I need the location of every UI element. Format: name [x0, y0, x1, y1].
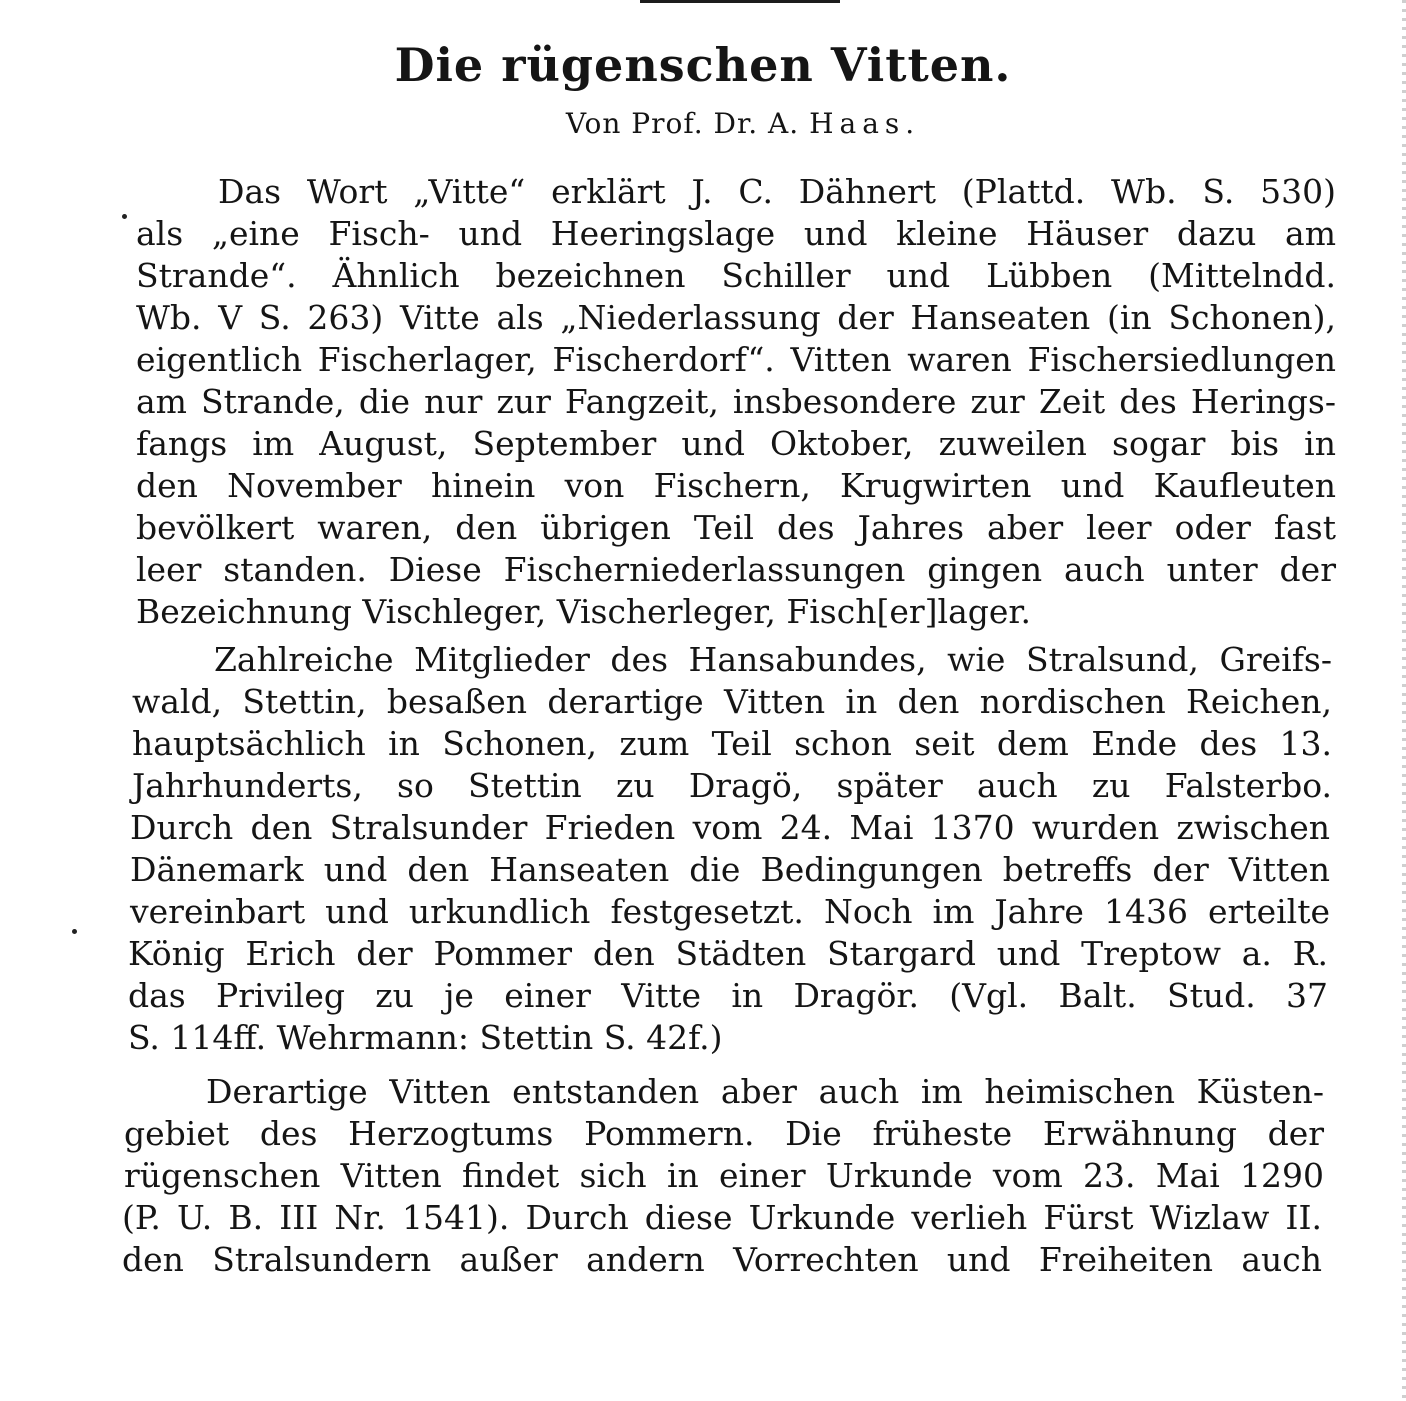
- text-line: Durch den Stralsunder Frieden vom 24. Mai 1370 wurden zwischen: [130, 808, 1330, 847]
- scan-speck: [72, 929, 77, 934]
- text-line: rügenschen Vitten findet sich in einer Urkunde vom 23. Mai 1290: [124, 1156, 1324, 1195]
- text-line: vereinbart und urkundlich festgesetzt. Noch im Jahre 1436 erteilte: [130, 892, 1330, 931]
- text-line: S. 114ff. Wehrmann: Stettin S. 42f.): [128, 1018, 723, 1057]
- page-edge: [1402, 0, 1406, 1401]
- text-line: Jahrhunderts, so Stettin zu Dragö, später auch zu Falsterbo.: [132, 766, 1332, 805]
- text-line: Das Wort „Vitte“ erklärt J. C. Dähnert (Plattd. Wb. S. 530): [218, 172, 1336, 211]
- text-line: den November hinein von Fischern, Krugwirten und Kaufleuten: [136, 466, 1336, 505]
- author-line: [0, 107, 1406, 140]
- author-name: Haas.: [809, 107, 921, 140]
- text-line: gebiet des Herzogtums Pommern. Die früheste Erwähnung der: [124, 1114, 1324, 1153]
- text-line: wald, Stettin, besaßen derartige Vitten in den nordischen Reichen,: [132, 682, 1332, 721]
- text-line: Bezeichnung Vischleger, Vischerleger, Fisch[er]lager.: [136, 592, 1032, 631]
- top-rule: [640, 0, 840, 3]
- text-line: Zahlreiche Mitglieder des Hansabundes, wie Stralsund, Greifs-: [214, 640, 1332, 679]
- text-line: hauptsächlich in Schonen, zum Teil schon seit dem Ende des 13.: [132, 724, 1332, 763]
- text-line: das Privileg zu je einer Vitte in Dragör. (Vgl. Balt. Stud. 37: [128, 976, 1328, 1015]
- text-line: den Stralsundern außer andern Vorrechten und Freiheiten auch: [122, 1240, 1322, 1279]
- text-line: Wb. V S. 263) Vitte als „Niederlassung der Hanseaten (in Schonen),: [136, 298, 1336, 337]
- text-line: eigentlich Fischerlager, Fischerdorf“. Vitten waren Fischersiedlungen: [136, 340, 1336, 379]
- text-line: als „eine Fisch- und Heeringslage und kleine Häuser dazu am: [136, 214, 1336, 253]
- author-prefix: Von Prof. Dr. A.: [565, 107, 800, 140]
- scan-speck: [122, 214, 127, 219]
- text-line: am Strande, die nur zur Fangzeit, insbesondere zur Zeit des Herings-: [136, 382, 1336, 421]
- text-line: König Erich der Pommer den Städten Stargard und Treptow a. R.: [128, 934, 1328, 973]
- text-line: Derartige Vitten entstanden aber auch im heimischen Küsten-: [206, 1072, 1324, 1111]
- text-line: Strande“. Ähnlich bezeichnen Schiller und Lübben (Mittelndd.: [136, 256, 1336, 295]
- text-line: fangs im August, September und Oktober, zuweilen sogar bis in: [136, 424, 1336, 463]
- text-line: Dänemark und den Hanseaten die Bedingungen betreffs der Vitten: [130, 850, 1330, 889]
- article-title: Die rügenschen Vitten.: [394, 38, 1012, 92]
- text-line: bevölkert waren, den übrigen Teil des Jahres aber leer oder fast: [136, 508, 1336, 547]
- text-line: (P. U. B. III Nr. 1541). Durch diese Urkunde verlieh Fürst Wizlaw II.: [122, 1198, 1322, 1237]
- text-line: leer standen. Diese Fischerniederlassungen gingen auch unter der: [136, 550, 1336, 589]
